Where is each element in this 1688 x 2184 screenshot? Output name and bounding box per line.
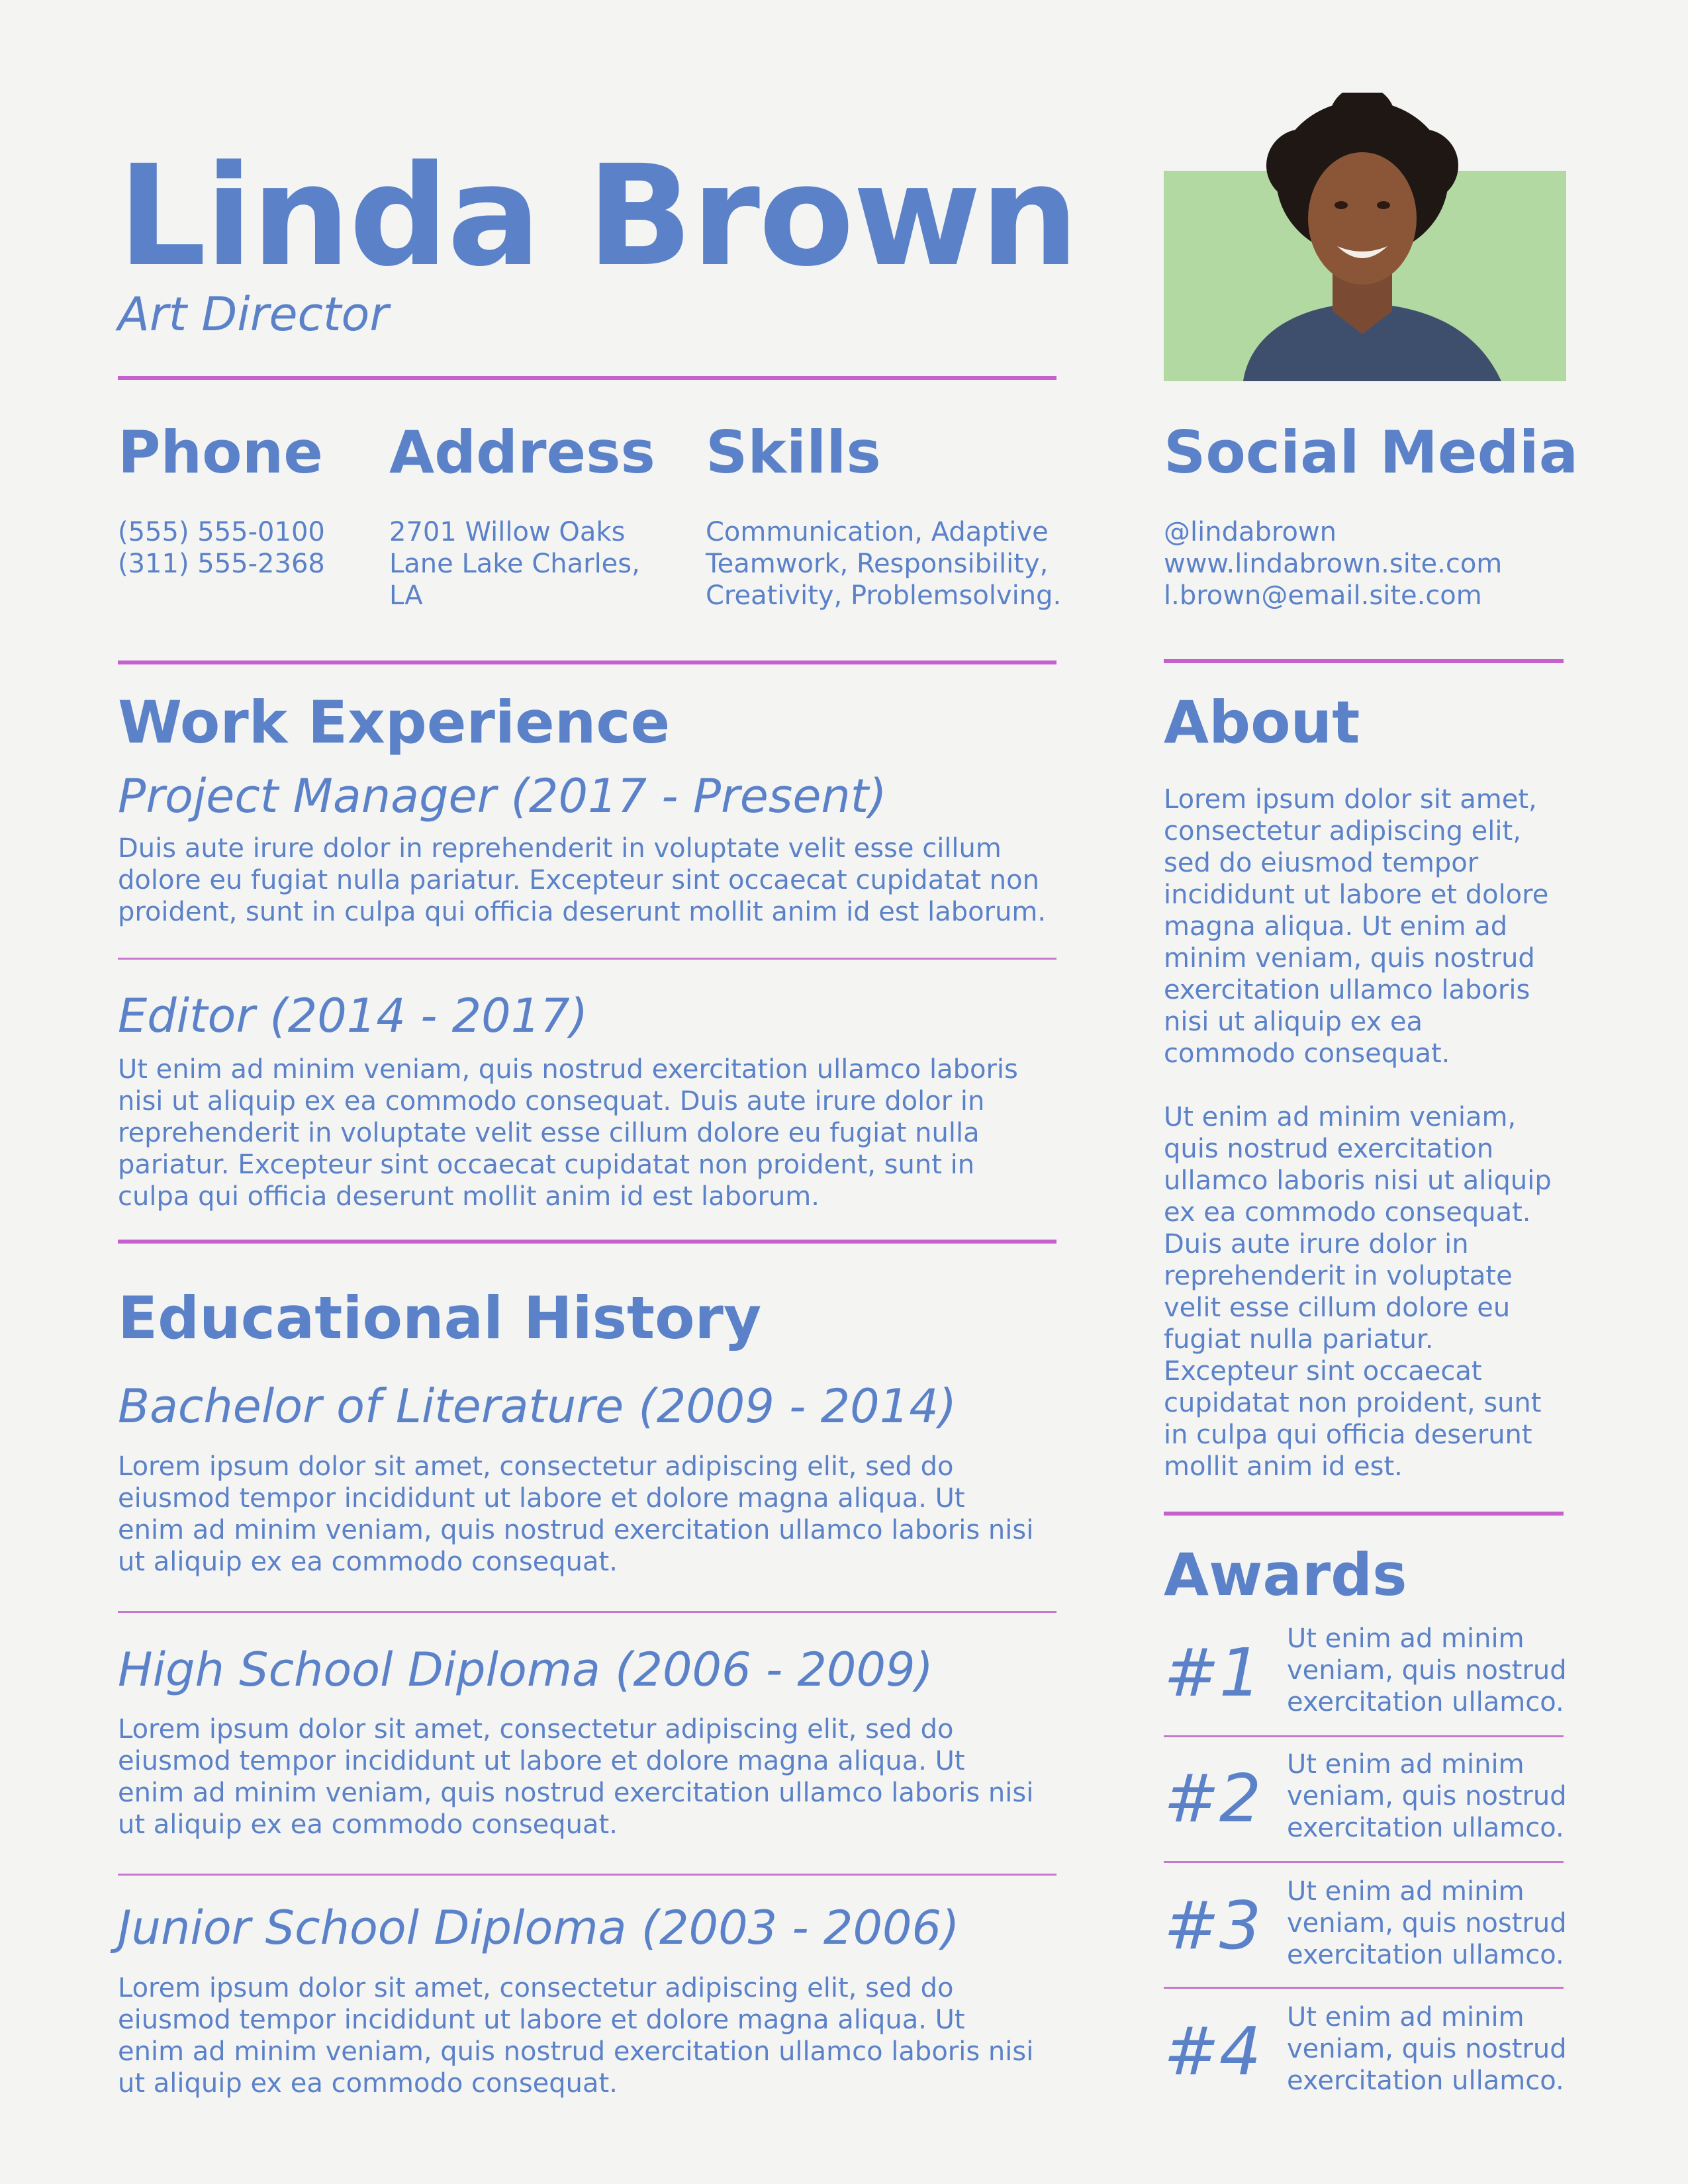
award-number: #2: [1164, 1760, 1262, 1837]
phone-heading: Phone: [118, 418, 323, 486]
award-number: #3: [1164, 1887, 1262, 1964]
award-text: Ut enim ad minim veniam, quis nostrud exercitation ullamco.: [1287, 1876, 1567, 1970]
avatar: [1164, 93, 1566, 381]
skills-heading: Skills: [706, 418, 881, 486]
divider: [1164, 1861, 1564, 1863]
phone-numbers: (555) 555-0100 (311) 555-2368: [118, 517, 325, 579]
education-title: High School Diploma (2006 - 2009): [118, 1643, 933, 1697]
job-title: Project Manager (2017 - Present): [118, 769, 887, 823]
divider: [118, 1874, 1056, 1876]
divider: [118, 660, 1056, 664]
about-paragraph: Ut enim ad minim veniam, quis nostrud exercitation ullamco laboris nisi ut aliquip ex ea commodo consequat. Duis aute irure dolor in reprehenderit in voluptate velit esse cillum dolore eu fugiat nulla pariatur. Excepteur sint occaecat cupidatat non proident, sunt in culpa qui officia deserunt mollit anim id est.: [1164, 1102, 1552, 1482]
award-number: #1: [1164, 1634, 1262, 1711]
address-heading: Address: [389, 418, 655, 486]
divider: [118, 958, 1056, 960]
awards-heading: Awards: [1164, 1541, 1407, 1609]
address-text: 2701 Willow Oaks Lane Lake Charles, LA: [389, 517, 640, 611]
divider: [118, 1611, 1056, 1613]
about-heading: About: [1164, 688, 1360, 756]
divider: [1164, 1512, 1564, 1516]
job-role: Art Director: [118, 287, 389, 341]
education-description: Lorem ipsum dolor sit amet, consectetur adipiscing elit, sed do eiusmod tempor incididunt ut labore et dolore magna aliqua. Ut enim ad minim veniam, quis nostrud exercitation ullamco laboris nisi ut aliquip ex ea commodo consequat.: [118, 1451, 1034, 1577]
award-text: Ut enim ad minim veniam, quis nostrud exercitation ullamco.: [1287, 1623, 1567, 1717]
education-title: Bachelor of Literature (2009 - 2014): [118, 1379, 957, 1433]
profile-photo: [1164, 93, 1566, 381]
divider: [118, 376, 1056, 380]
skills-text: Communication, Adaptive Teamwork, Responsibility, Creativity, Problemsolving.: [706, 517, 1062, 611]
divider: [1164, 659, 1564, 663]
education-description: Lorem ipsum dolor sit amet, consectetur adipiscing elit, sed do eiusmod tempor incididunt ut labore et dolore magna aliqua. Ut enim ad minim veniam, quis nostrud exercitation ullamco laboris nisi ut aliquip ex ea commodo consequat.: [118, 1714, 1034, 1840]
job-description: Duis aute irure dolor in reprehenderit in voluptate velit esse cillum dolore eu fugiat nulla pariatur. Excepteur sint occaecat cupidatat non proident, sunt in culpa qui officia deserunt mollit anim id est laborum.: [118, 833, 1047, 927]
education-description: Lorem ipsum dolor sit amet, consectetur adipiscing elit, sed do eiusmod tempor incididunt ut labore et dolore magna aliqua. Ut enim ad minim veniam, quis nostrud exercitation ullamco laboris nisi ut aliquip ex ea commodo consequat.: [118, 1973, 1034, 2099]
job-description: Ut enim ad minim veniam, quis nostrud exercitation ullamco laboris nisi ut aliquip ex ea commodo consequat. Duis aute irure dolor in reprehenderit in voluptate velit esse cillum dolore eu fugiat nulla pariatur. Excepteur sint occaecat cupidatat non proident, sunt in culpa qui officia deserunt mollit anim id est laborum.: [118, 1054, 1018, 1212]
award-text: Ut enim ad minim veniam, quis nostrud exercitation ullamco.: [1287, 2002, 1567, 2096]
social-media-heading: Social Media: [1164, 418, 1579, 486]
job-title: Editor (2014 - 2017): [118, 989, 588, 1043]
divider: [118, 1240, 1056, 1244]
social-media-text: @lindabrown www.lindabrown.site.com l.brown@email.site.com: [1164, 517, 1503, 611]
about-paragraph: Lorem ipsum dolor sit amet, consectetur adipiscing elit, sed do eiusmod tempor incididunt ut labore et dolore magna aliqua. Ut enim ad minim veniam, quis nostrud exercitation ullamco laboris nisi ut aliquip ex ea commodo consequat.: [1164, 784, 1549, 1069]
award-text: Ut enim ad minim veniam, quis nostrud exercitation ullamco.: [1287, 1749, 1567, 1843]
work-experience-heading: Work Experience: [118, 688, 671, 756]
divider: [1164, 1735, 1564, 1737]
award-number: #4: [1164, 2013, 1262, 2090]
education-title: Junior School Diploma (2003 - 2006): [118, 1901, 960, 1955]
educational-history-heading: Educational History: [118, 1284, 762, 1352]
resume-name: Linda Brown: [118, 135, 1078, 297]
divider: [1164, 1987, 1564, 1989]
